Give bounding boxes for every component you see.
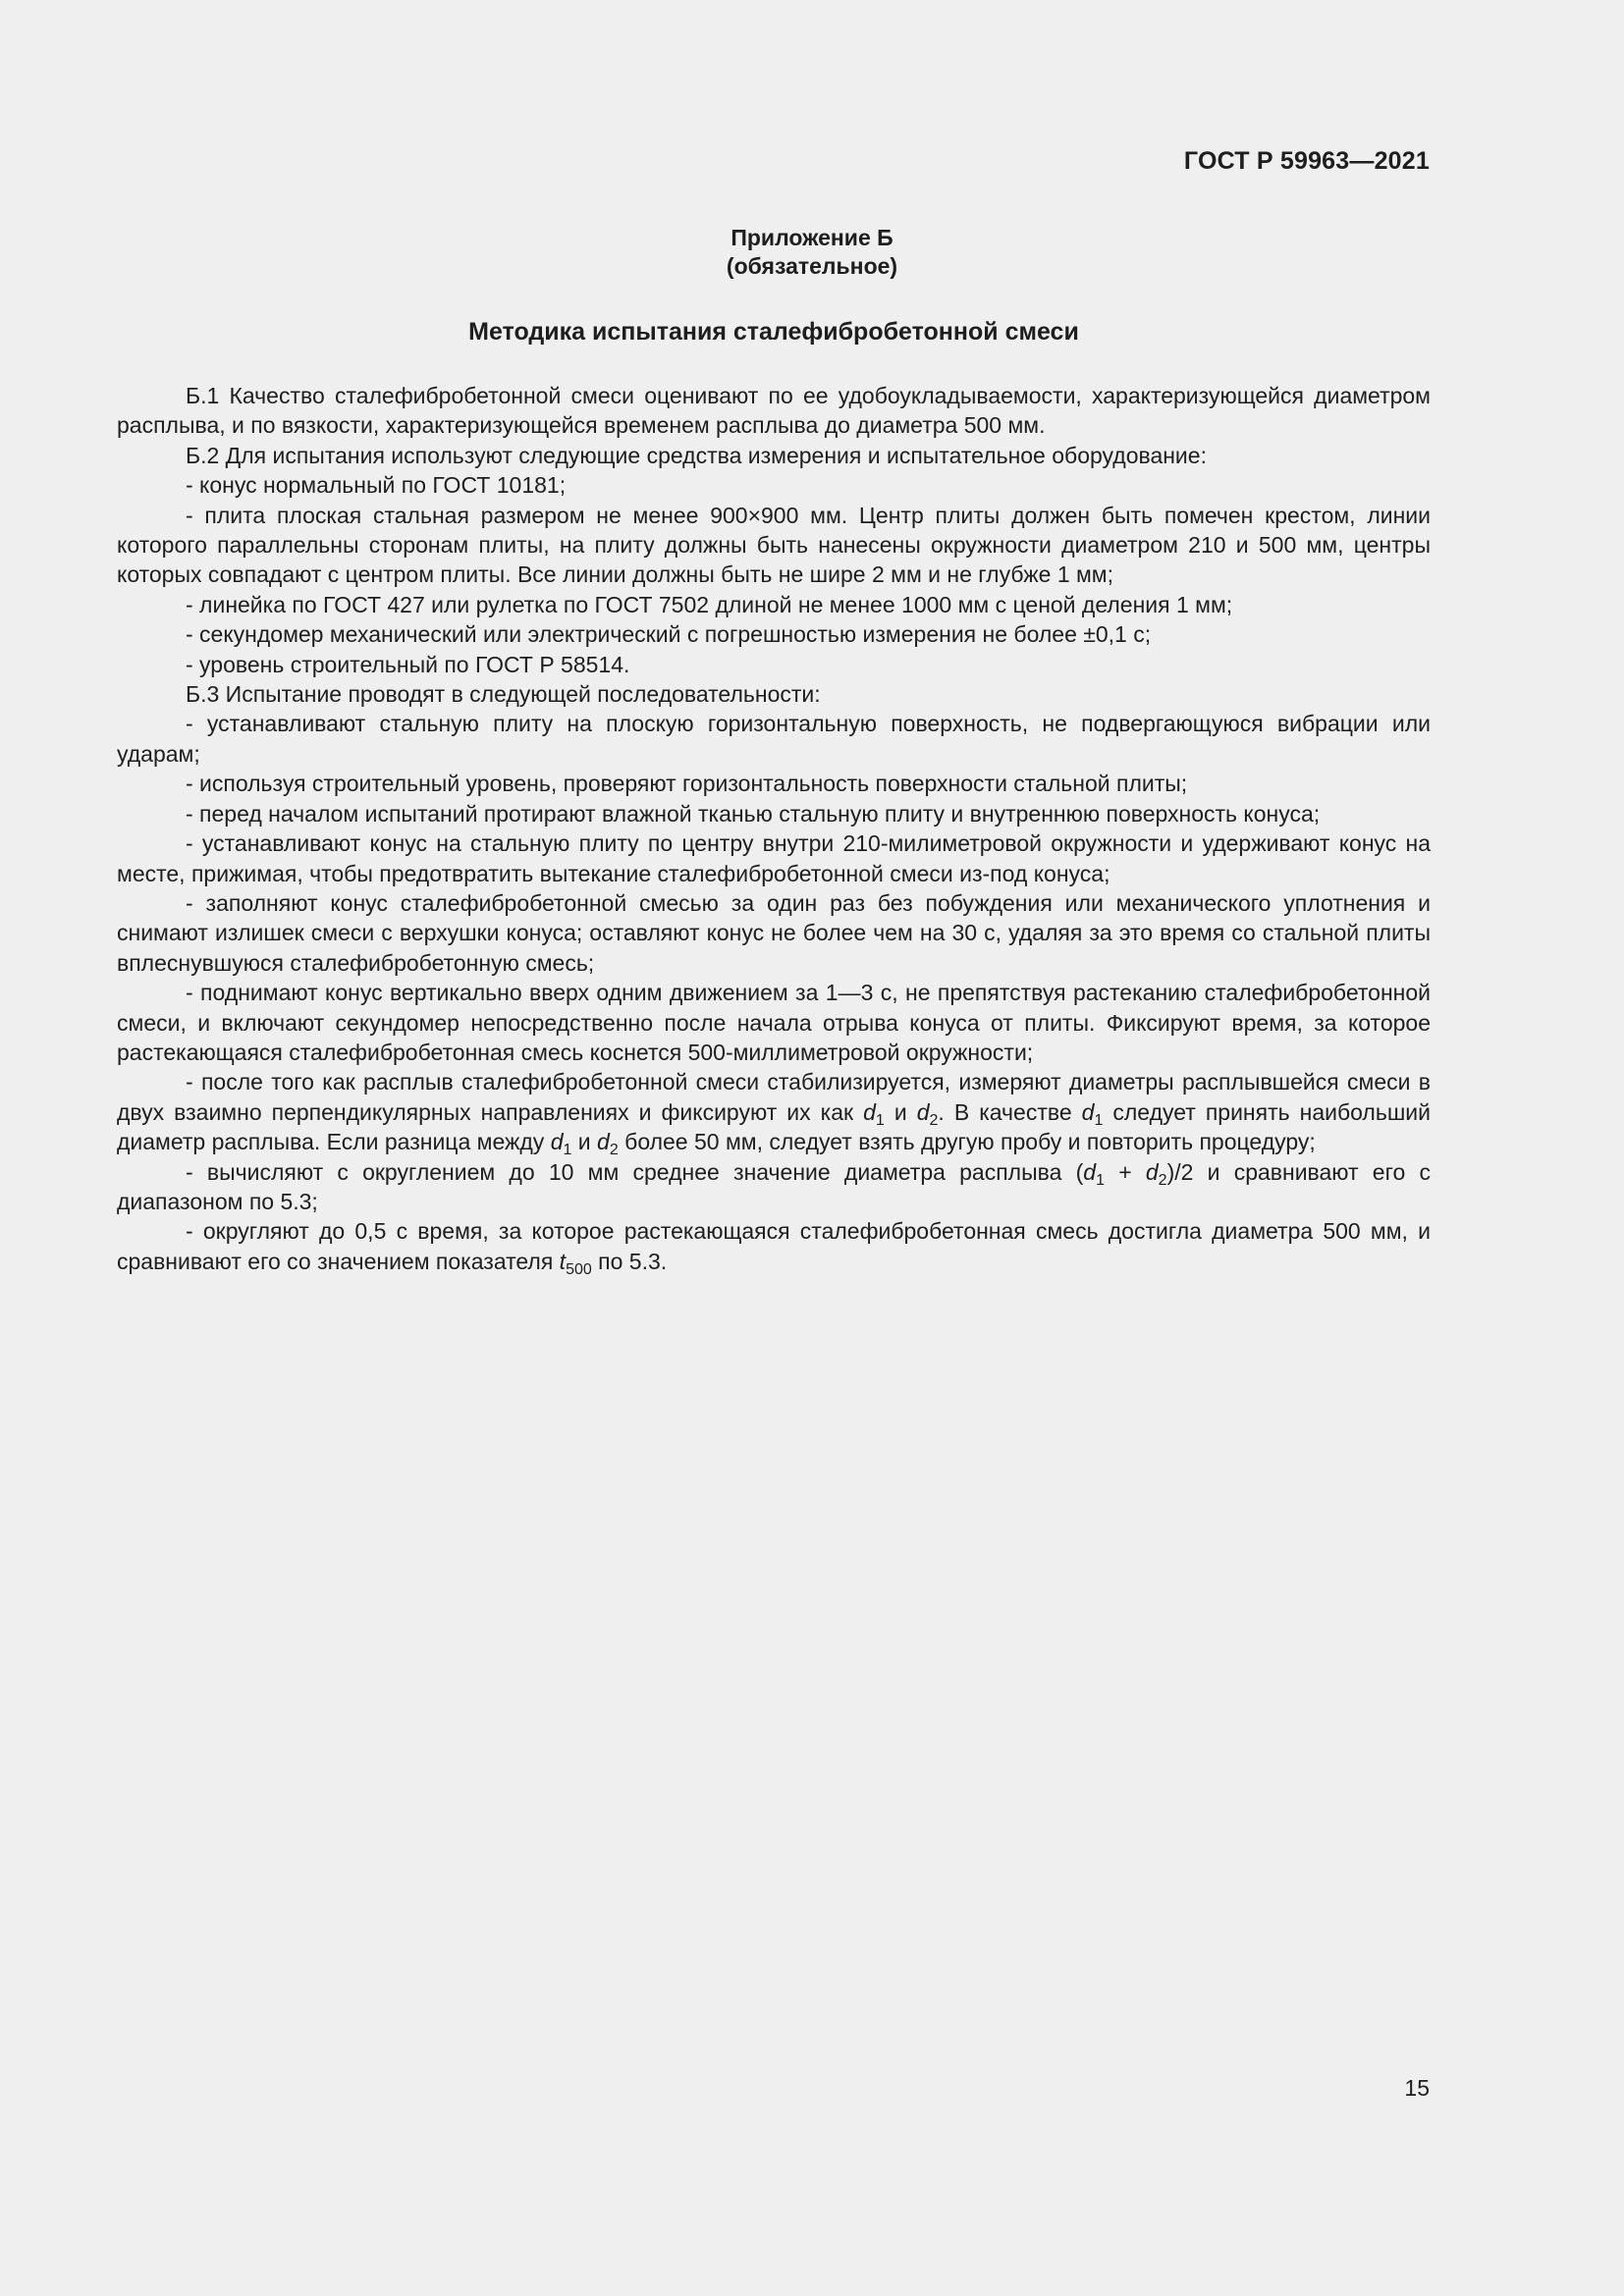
step-install-plate: - устанавливают стальную плиту на плоскую горизонтальную поверхность, не подвергающуюся вибрации или ударам; [117, 711, 1431, 767]
appendix-heading [0, 224, 1624, 281]
document-body [117, 381, 1431, 1276]
appendix-status: (обязательное) [726, 253, 898, 279]
document-code: ГОСТ Р 59963—2021 [1183, 147, 1430, 175]
section-title: Методика испытания сталефибробетонной смеси [468, 318, 1079, 346]
page-number: 15 [1404, 2075, 1430, 2101]
step-average: - вычисляют с округлением до 10 мм среднее значение диаметра расплыва $(d_1 + d_2)/2$ и сравнивают его с диапазоном по 5.3; [117, 1158, 1431, 1214]
step-place-cone: - устанавливают конус на стальную плиту по центру внутри 210-милиметровой окружности и удерживают конус на месте, прижимая, чтобы предотвратить вытекание сталефибробетонной смеси из-под конуса; [117, 830, 1431, 886]
step-fill-cone: - заполняют конус сталефибробетонной смесью за один раз без побуждения или механического уплотнения и снимают излишек смеси с верхушки конуса; оставляют конус не более чем на 30 с, удаляя за это время со стальной плиты вплеснувшуюся сталефибробетонную смесь; [117, 889, 1431, 976]
appendix-label: Приложение Б [731, 225, 893, 250]
list-item-ruler: - линейка по ГОСТ 427 или рулетка по ГОСТ 7502 длиной не менее 1000 мм с ценой деления 1 мм; [186, 591, 1233, 617]
step-measure-diameters: - после того как расплыв сталефибробетонной смеси стабилизируется, измеряют диаметры расплывшейся смеси в двух взаимно перпендикулярных направлениях и фиксируют их как $d_1$ и $d_2$. В качестве $d_1$ следует принять наибольший диаметр расплыва. Если разница между $d_1$ и $d_2$ более 50 мм, следует взять другую пробу и повторить процедуру; [117, 1069, 1431, 1159]
paragraph-b3: Б.3 Испытание проводят в следующей последовательности: [186, 681, 821, 708]
step-lift-cone: - поднимают конус вертикально вверх одним движением за 1—3 с, не препятствуя растеканию сталефибробетонной смеси, и включают секундомер непосредственно после начала отрыва конуса от плиты. Фиксируют время, за которое растекающаяся сталефибробетонная смесь коснется 500-миллиметровой окружности; [117, 980, 1431, 1065]
step-wipe: - перед началом испытаний протирают влажной тканью стальную плиту и внутреннюю поверхность конуса; [186, 800, 1321, 827]
list-item-cone: - конус нормальный по ГОСТ 10181; [186, 472, 567, 499]
step-check-level: - используя строительный уровень, проверяют горизонтальность поверхности стальной плиты; [186, 771, 1188, 797]
list-item-stopwatch: - секундомер механический или электрический с погрешностью измерения не более ±0,1 с; [186, 621, 1152, 648]
list-item-plate: - плита плоская стальная размером не менее 900×900 мм. Центр плиты должен быть помечен крестом, линии которого параллельны сторонам плиты, на плиту должны быть нанесены окружности диаметром 210 и 500 мм, центры которых совпадают с центром плиты. Все линии должны быть не шире 2 мм и не глубже 1 мм; [117, 502, 1431, 588]
step-round-time: - округляют до 0,5 с время, за которое растекающаяся сталефибробетонная смесь достигла диаметра 500 мм, и сравнивают его со значением показателя $t_{500}$ по 5.3. [117, 1218, 1431, 1278]
paragraph-b1: Б.1 Качество сталефибробетонной смеси оценивают по ее удобоукладываемости, характеризующейся диаметром расплыва, и по вязкости, характеризующейся временем расплыва до диаметра 500 мм. [117, 383, 1431, 439]
list-item-level: - уровень строительный по ГОСТ Р 58514. [186, 651, 630, 677]
paragraph-b2: Б.2 Для испытания используют следующие средства измерения и испытательное оборудование: [186, 442, 1207, 468]
